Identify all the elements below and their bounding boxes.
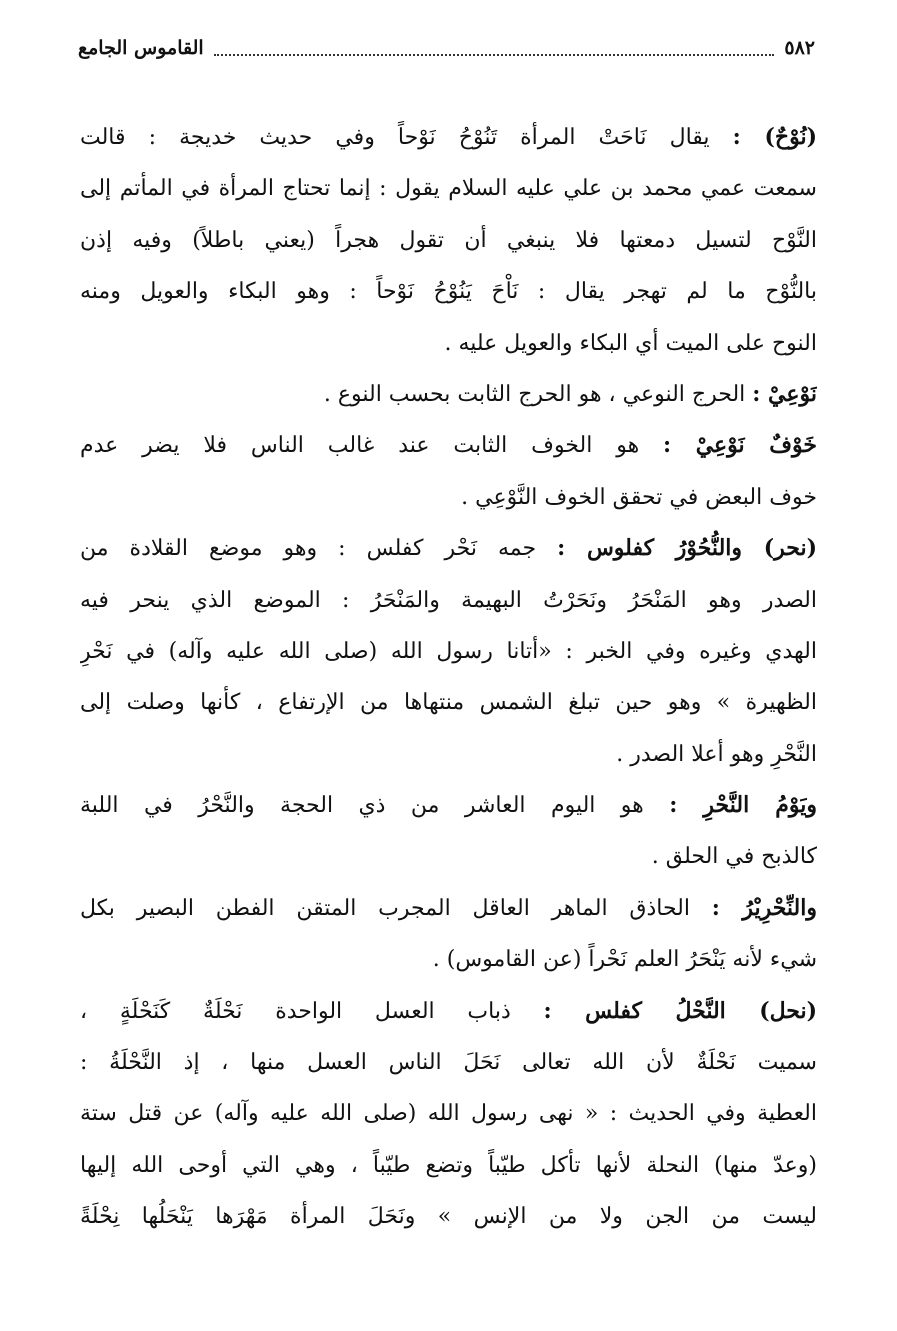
headword: والنِّحْرِيْرُ :	[711, 894, 817, 921]
dotted-leader	[214, 40, 775, 56]
text-line	[80, 318, 817, 369]
line-text: الظهيرة » وهو حين تبلغ الشمس منتهاها من الإرتفاع ، كأنها وصلت إلى	[80, 690, 817, 716]
text-line	[80, 1140, 817, 1191]
headword: (نحل) النَّحْلُ كفلس :	[543, 997, 817, 1024]
headword: ويَوْمُ النَّحْرِ :	[669, 792, 817, 819]
line-text: بالنُّوْح ما لم تهجر يقال : نَاْحَ يَنُوْحُ نَوْحاً : وهو البكاء والعويل ومنه	[80, 279, 817, 305]
page-number: ٥٨٢	[784, 37, 815, 59]
headword: (نحر) والنُّحُوْرُ كفلوس :	[557, 535, 817, 562]
text-line	[80, 1191, 817, 1242]
line-text: النَّوْح لتسيل دمعتها فلا ينبغي أن تقول هجراً (يعني باطلاً) وفيه إذن	[80, 227, 817, 253]
text-line	[80, 215, 817, 266]
line-text: سمعت عمي محمد بن علي عليه السلام يقول : إنما تحتاج المرأة في المأتم إلى	[80, 176, 817, 202]
text-line	[80, 112, 817, 163]
text-line	[80, 729, 817, 780]
line-text: سميت نَحْلَةٌ لأن الله تعالى نَحَلَ الناس العسل منها ، إذ النَّحْلَةُ :	[80, 1050, 817, 1076]
text-line	[80, 986, 817, 1037]
text-line	[80, 1037, 817, 1088]
text-line	[80, 369, 817, 420]
page-body	[80, 112, 817, 1243]
line-text: خوف البعض في تحقق الخوف النَّوْعِي .	[461, 484, 817, 510]
text-line	[80, 677, 817, 728]
text-line	[80, 626, 817, 677]
line-text: شيء لأنه يَنْحَرُ العلم نَحْراً (عن القاموس) .	[432, 947, 817, 973]
line-text: الحرج النوعي ، هو الحرج الثابت بحسب النوع .	[323, 381, 753, 407]
text-line	[80, 883, 817, 934]
line-text: كالذبح في الحلق .	[651, 844, 817, 870]
running-title: القاموس الجامع	[78, 37, 204, 59]
headword: (نُوْحٌ) :	[732, 124, 817, 150]
text-line	[80, 934, 817, 985]
line-text: النَّحْرِ وهو أعلا الصدر .	[616, 741, 817, 767]
line-text: ليست من الجن ولا من الإنس » ونَحَلَ المرأة مَهْرَها يَنْحَلُها نِحْلَةً	[80, 1204, 817, 1230]
line-text: (وعدّ منها) النحلة لأنها تأكل طيّباً وتضع طيّباً ، وهي التي أوحى الله إليها	[80, 1152, 817, 1178]
page-header	[78, 30, 815, 66]
text-line	[80, 266, 817, 317]
headword: نَوْعِيْ :	[752, 380, 817, 407]
line-text: الصدر وهو المَنْحَرُ ونَحَرْتُ البهيمة والمَنْحَرُ : الموضع الذي ينحر فيه	[80, 587, 817, 613]
line-text: يقال نَاحَتْ المرأة تَنُوْحُ نَوْحاً وفي حديث خديجة : قالت	[80, 125, 733, 150]
line-text: الحاذق الماهر العاقل المجرب المتقن الفطن البصير بكل	[80, 895, 712, 921]
text-line	[80, 1088, 817, 1139]
line-text: ذباب العسل الواحدة نَحْلَةٌ كَنَحْلَةٍ ،	[80, 998, 544, 1024]
text-line	[80, 523, 817, 574]
line-text: هو اليوم العاشر من ذي الحجة والنَّحْرُ في اللبة	[80, 793, 670, 819]
text-line	[80, 575, 817, 626]
line-text: النوح على الميت أي البكاء والعويل عليه .	[444, 330, 817, 356]
text-line	[80, 780, 817, 831]
text-line	[80, 420, 817, 471]
line-text: الهدي وغيره وفي الخبر : «أتانا رسول الله (صلى الله عليه وآله) في نَحْرِ	[80, 638, 817, 664]
text-line	[80, 163, 817, 214]
headword: خَوْفٌ نَوْعِيْ :	[663, 432, 817, 459]
text-line	[80, 831, 817, 882]
line-text: هو الخوف الثابت عند غالب الناس فلا يضر عدم	[80, 433, 664, 459]
line-text: جمه نَحْر كفلس : وهو موضع القلادة من	[80, 536, 558, 562]
text-line	[80, 472, 817, 523]
line-text: العطية وفي الحديث : « نهى رسول الله (صلى الله عليه وآله) عن قتل ستة	[80, 1101, 817, 1127]
